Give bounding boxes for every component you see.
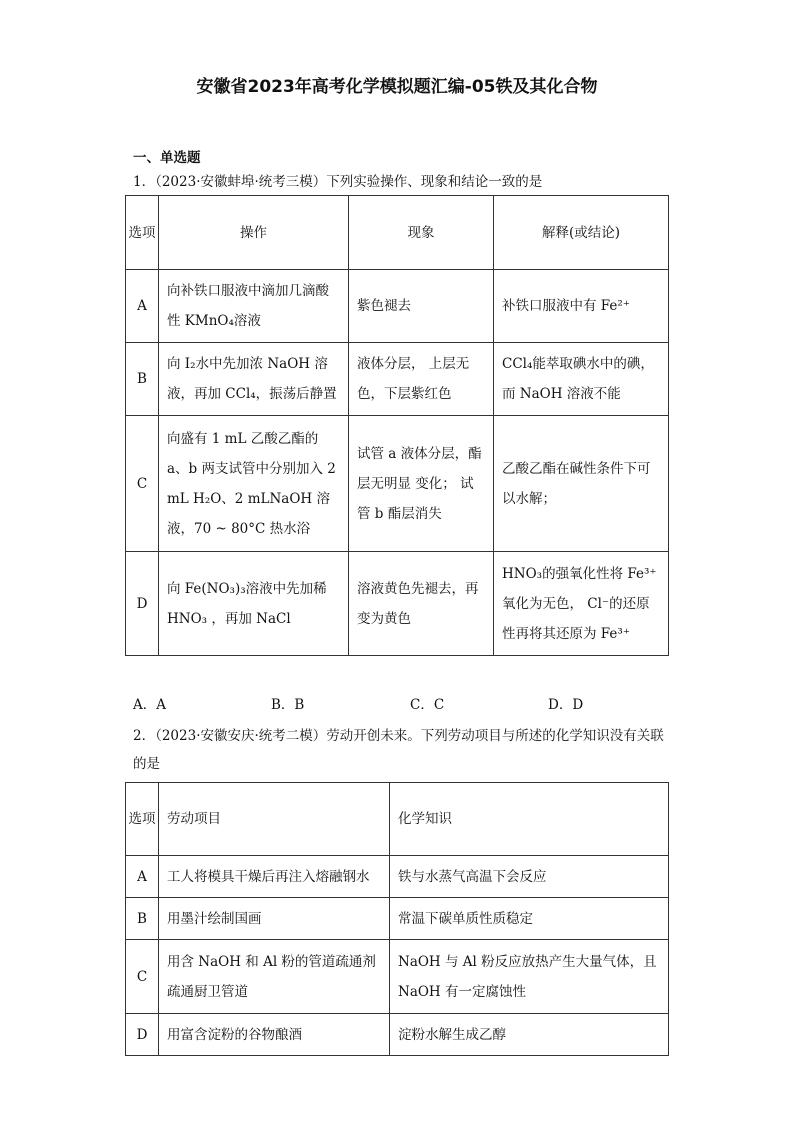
row-knowledge: 淀粉水解生成乙醇 xyxy=(390,1014,669,1056)
header-phenomenon: 现象 xyxy=(349,196,494,270)
row-operation: 向补铁口服液中滴加几滴酸性 KMnO₄溶液 xyxy=(159,270,349,343)
table-row xyxy=(126,1014,669,1056)
choice-a[interactable]: A．A xyxy=(133,697,166,713)
table-row xyxy=(126,343,669,416)
row-knowledge: 铁与水蒸气高温下会反应 xyxy=(390,856,669,898)
header-conclusion: 解释(或结论) xyxy=(494,196,669,270)
choice-d[interactable]: D．D xyxy=(548,697,584,713)
row-phenomenon: 紫色褪去 xyxy=(349,270,494,343)
row-option: D xyxy=(126,552,159,656)
table-row xyxy=(126,898,669,940)
row-option: A xyxy=(126,856,159,898)
row-option: D xyxy=(126,1014,159,1056)
row-project: 用含 NaOH 和 Al 粉的管道疏通剂疏通厨卫管道 xyxy=(159,940,390,1014)
table-row xyxy=(126,552,669,656)
row-knowledge: NaOH 与 Al 粉反应放热产生大量气体，且 NaOH 有一定腐蚀性 xyxy=(390,940,669,1014)
question-2-stem: 2．（2023·安徽安庆·统考二模）劳动开创未来。下列劳动项目与所述的化学知识没有关联的是 xyxy=(133,728,664,772)
row-conclusion: CCl₄能萃取碘水中的碘，而 NaOH 溶液不能 xyxy=(494,343,669,416)
row-phenomenon: 试管 a 液体分层，酯层无明显 变化； 试管 b 酯层消失 xyxy=(349,416,494,552)
row-phenomenon: 液体分层， 上层无色，下层紫红色 xyxy=(349,343,494,416)
choice-c[interactable]: C．C xyxy=(410,697,445,713)
table-row xyxy=(126,416,669,552)
header-knowledge: 化学知识 xyxy=(390,783,669,856)
row-knowledge: 常温下碳单质性质稳定 xyxy=(390,898,669,940)
row-option: C xyxy=(126,940,159,1014)
section-heading: 一、单选题 xyxy=(133,150,201,166)
question-2-table xyxy=(125,782,669,1056)
row-option: A xyxy=(126,270,159,343)
row-project: 工人将模具干燥后再注入熔融钢水 xyxy=(159,856,390,898)
header-option: 选项 xyxy=(126,196,159,270)
choice-b[interactable]: B．B xyxy=(271,697,305,713)
header-project: 劳动项目 xyxy=(159,783,390,856)
row-operation: 向 Fe(NO₃)₃溶液中先加稀 HNO₃ ，再加 NaCl xyxy=(159,552,349,656)
row-option: C xyxy=(126,416,159,552)
header-operation: 操作 xyxy=(159,196,349,270)
row-conclusion: 乙酸乙酯在碱性条件下可以水解； xyxy=(494,416,669,552)
row-project: 用墨汁绘制国画 xyxy=(159,898,390,940)
table-header-row xyxy=(126,783,669,856)
row-operation: 向 I₂水中先加浓 NaOH 溶液，再加 CCl₄，振荡后静置 xyxy=(159,343,349,416)
question-1-stem: 1．（2023·安徽蚌埠·统考三模）下列实验操作、现象和结论一致的是 xyxy=(133,174,543,190)
row-phenomenon: 溶液黄色先褪去，再变为黄色 xyxy=(349,552,494,656)
document-title: 安徽省2023年高考化学模拟题汇编-05铁及其化合物 xyxy=(196,77,598,97)
header-option: 选项 xyxy=(126,783,159,856)
row-operation: 向盛有 1 mL 乙酸乙酯的 a、b 两支试管中分别加入 2 mL H₂O、2 mLNaOH 溶液，70 ~ 80°C 热水浴 xyxy=(159,416,349,552)
row-conclusion: HNO₃的强氧化性将 Fe³⁺氧化为无色， Cl⁻的还原性再将其还原为 Fe³⁺ xyxy=(494,552,669,656)
table-row xyxy=(126,856,669,898)
table-row xyxy=(126,270,669,343)
row-option: B xyxy=(126,343,159,416)
row-conclusion: 补铁口服液中有 Fe²⁺ xyxy=(494,270,669,343)
table-header-row xyxy=(126,196,669,270)
table-row xyxy=(126,940,669,1014)
row-project: 用富含淀粉的谷物酿酒 xyxy=(159,1014,390,1056)
row-option: B xyxy=(126,898,159,940)
question-1-table xyxy=(125,195,669,656)
